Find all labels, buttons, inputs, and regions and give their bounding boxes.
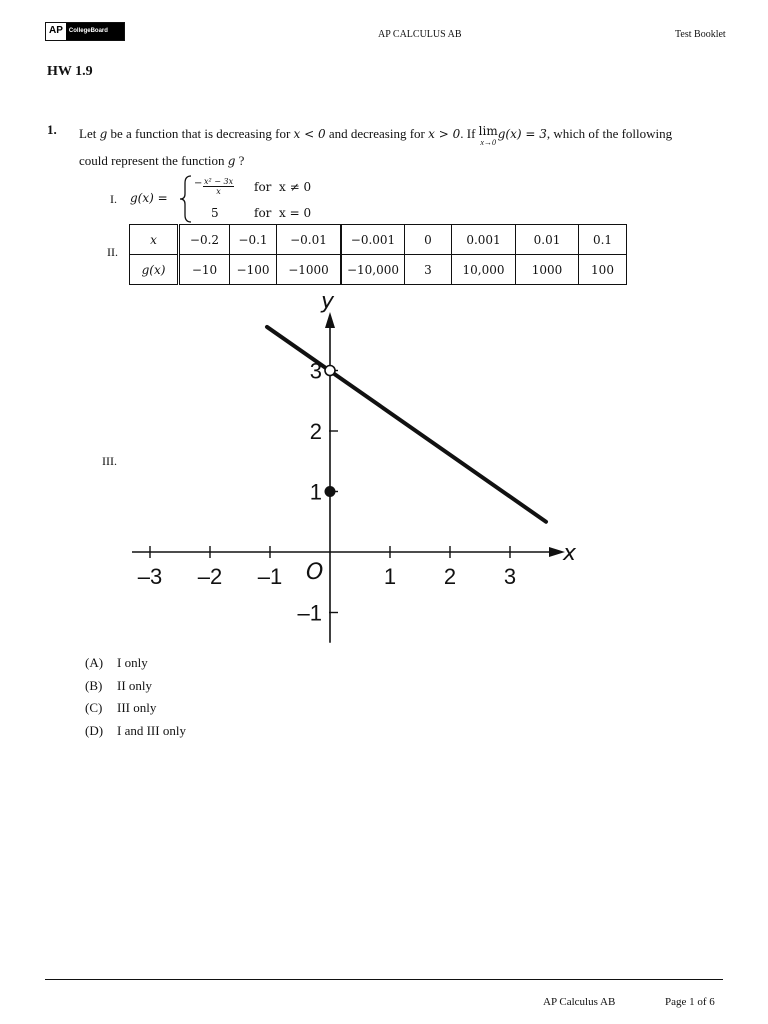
x-tick-label: –3: [137, 564, 163, 589]
closed-point: [325, 486, 336, 497]
table-cell: −0.2: [179, 225, 230, 255]
table-header-g: g(x): [130, 255, 179, 285]
y-tick-label: 1: [309, 479, 322, 505]
table-cell: −1000: [277, 255, 342, 285]
stem-text: . If: [460, 126, 476, 141]
choice-label: (D): [85, 722, 104, 738]
y-axis-label: y: [321, 289, 335, 314]
stem-math: x < 0: [293, 127, 326, 141]
fraction-numerator: x² − 3x: [204, 177, 234, 186]
stem-text: could represent the function: [79, 153, 225, 168]
table-cell: 0.1: [579, 225, 627, 255]
table-cell: −0.1: [230, 225, 277, 255]
piecewise-case-2-value: 5: [211, 206, 219, 220]
logo-collegeboard-text: CollegeBoard: [66, 23, 124, 40]
piecewise-case-1-condition: for x ≠ 0: [254, 180, 312, 194]
piecewise-case-2-condition: for x = 0: [254, 206, 312, 220]
option-i-func: g(x) =: [130, 191, 168, 205]
choice-text: I only: [117, 655, 148, 670]
footer-course: AP Calculus AB: [543, 996, 616, 1008]
table-cell: −10,000: [341, 255, 405, 285]
stem-text: ?: [238, 153, 245, 168]
choice-text: II only: [117, 677, 153, 693]
choice-d[interactable]: [85, 720, 186, 743]
table-cell: −0.001: [341, 225, 405, 255]
table-cell: −10: [179, 255, 230, 285]
y-axis-arrow-icon: [325, 312, 335, 328]
table-cell: 3: [405, 255, 452, 285]
choice-text: III only: [117, 700, 157, 715]
choice-label: (B): [85, 677, 103, 693]
table-cell: −0.01: [277, 225, 342, 255]
choice-c[interactable]: [85, 697, 186, 720]
footer-divider: [45, 979, 723, 980]
stem-math: g: [227, 154, 236, 168]
table-cell: 100: [579, 255, 627, 285]
x-axis-label: x: [563, 541, 577, 566]
stem-text: be a function that is decreasing for: [110, 126, 291, 141]
table-cell: 0: [405, 225, 452, 255]
logo-ap-text: AP: [46, 23, 66, 40]
option-iii-label: III.: [102, 454, 117, 468]
stem-text: , which of the following: [546, 126, 673, 141]
footer-page: Page 1 of 6: [665, 996, 715, 1008]
header-booklet: Test Booklet: [675, 29, 726, 40]
stem-math: x > 0: [428, 127, 461, 141]
table-header-x: x: [130, 225, 179, 255]
y-tick-label: –1: [297, 600, 322, 626]
choice-label: (A): [85, 655, 104, 670]
x-tick-label: –1: [257, 564, 283, 589]
table-cell: 0.01: [516, 225, 579, 255]
assignment-title: HW 1.9: [47, 64, 93, 79]
choice-a[interactable]: [85, 652, 186, 675]
fraction-denominator: x: [216, 187, 221, 196]
choice-b[interactable]: [85, 675, 186, 698]
origin-label: O: [306, 560, 324, 585]
x-tick-label: –2: [197, 564, 223, 589]
choice-text: I and III only: [117, 722, 186, 738]
question-number: 1.: [47, 122, 57, 137]
limit-subscript: x→0: [480, 138, 496, 147]
table-cell: −100: [230, 255, 277, 285]
open-point: [325, 366, 335, 376]
choice-label: (C): [85, 700, 103, 715]
y-tick-label: 2: [309, 419, 322, 444]
stem-text: Let: [79, 126, 97, 141]
option-i-label: I.: [110, 192, 117, 206]
table-cell: 1000: [516, 255, 579, 285]
limit-expression: g(x) = 3: [497, 127, 547, 141]
option-ii-label: II.: [107, 245, 118, 259]
piecewise-minus: −: [194, 178, 203, 189]
x-tick-label: 3: [503, 564, 517, 589]
stem-math: g: [99, 127, 108, 141]
answer-choices: [85, 652, 186, 742]
stem-text: and decreasing for: [328, 126, 425, 141]
table-cell: 10,000: [452, 255, 516, 285]
header-course: AP CALCULUS AB: [378, 29, 462, 40]
x-tick-label: 2: [443, 564, 457, 589]
x-tick-label: 1: [383, 564, 397, 589]
y-tick-label: 3: [309, 358, 322, 384]
table-cell: 0.001: [452, 225, 516, 255]
limit-word: lim: [478, 124, 498, 138]
